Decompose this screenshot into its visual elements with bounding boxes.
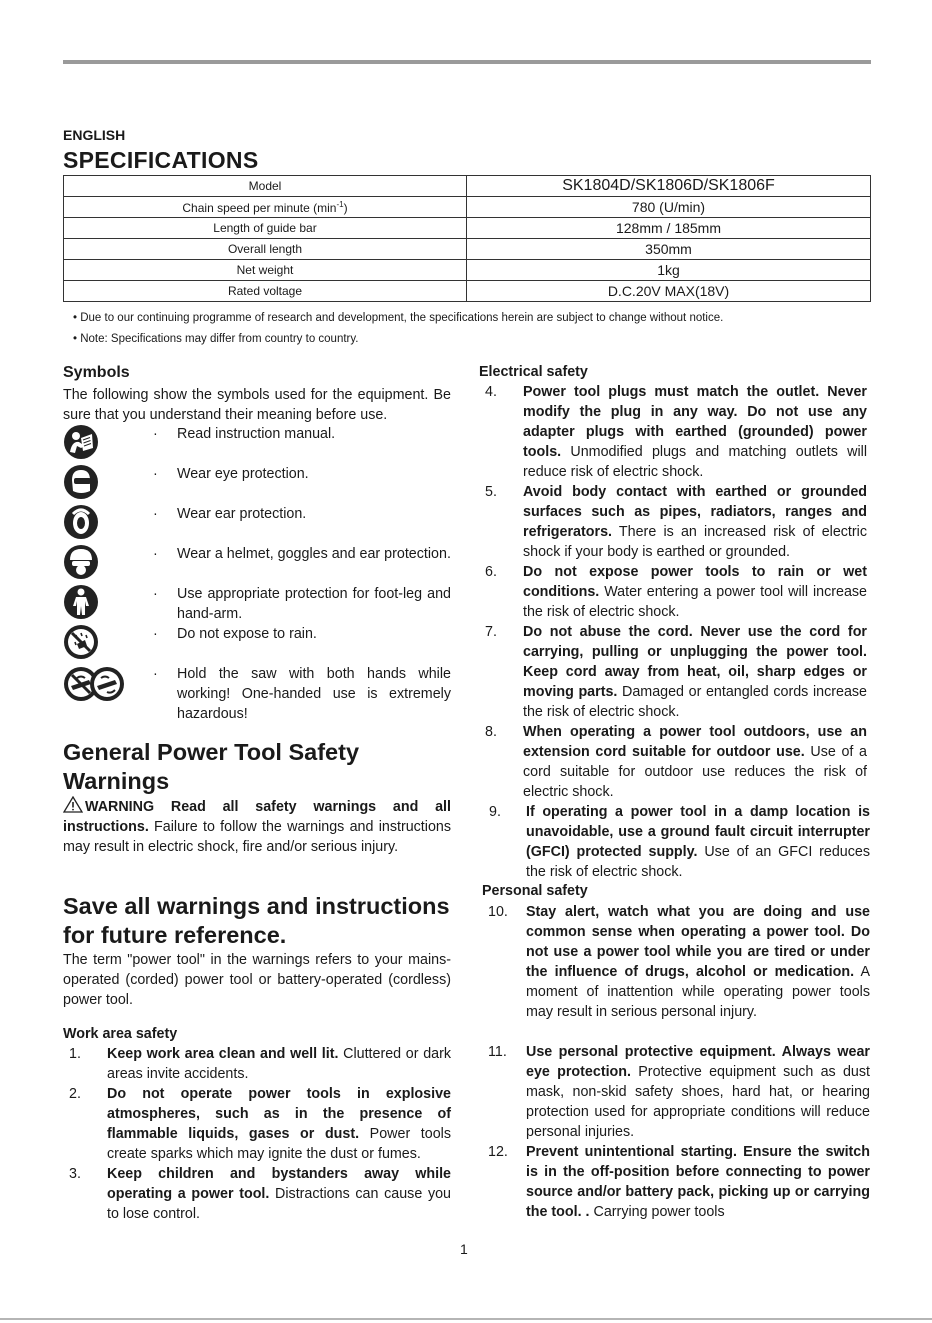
item-bold: If operating a power tool in a damp location is unavoidable, use a ground fault circuit interrupter (GFCI) protected supply. — [526, 804, 870, 860]
spec-label: Net weight — [64, 260, 467, 281]
list-item — [482, 802, 870, 882]
spec-value: 128mm / 185mm — [467, 218, 871, 239]
two-hands-icon — [63, 666, 125, 702]
item-text: Protective equipment such as dust mask, non-skid safety shoes, hard hat, or hearing protection used for appropriate conditions will reduce personal injuries. — [526, 1064, 870, 1140]
bullet: · — [153, 546, 158, 562]
item-number: 11. — [488, 1044, 507, 1060]
no-rain-icon — [63, 624, 99, 660]
spec-label: Model — [64, 176, 467, 197]
warning-triangle-icon — [63, 796, 83, 813]
item-bold: Avoid body contact with earthed or grounded surfaces such as pipes, radiators, ranges and refrigerators. — [523, 484, 867, 540]
list-item — [479, 382, 867, 482]
spec-value: D.C.20V MAX(18V) — [467, 281, 871, 302]
spec-label: Length of guide bar — [64, 218, 467, 239]
list-item — [479, 722, 867, 802]
page-number: 1 — [460, 1241, 468, 1257]
item-text: Carrying power tools — [589, 1204, 725, 1220]
save-instructions-title: Save all warnings and instructions for future reference. — [63, 893, 450, 948]
spec-label-end: ) — [343, 200, 348, 215]
list-item — [479, 622, 867, 722]
spec-note: • Note: Specifications may differ from country to country. — [73, 333, 359, 345]
general-safety-title: General Power Tool Safety Warnings — [63, 739, 360, 794]
item-bold: Keep work area clean and well lit. — [107, 1046, 339, 1062]
item-number: 5. — [485, 484, 497, 500]
symbol-item — [153, 584, 451, 624]
item-bold: Keep children and bystanders away while operating a power tool. — [107, 1166, 451, 1202]
language-label: ENGLISH — [63, 127, 126, 143]
item-number: 3. — [69, 1166, 81, 1182]
bullet: · — [153, 506, 158, 522]
general-warning — [63, 796, 451, 857]
bullet: · — [153, 426, 158, 442]
item-bold: Stay alert, watch what you are doing and use common sense when operating a power tool. Do not use a power tool while you are tired or under the influence of drugs, alcohol or medication. — [526, 904, 870, 980]
read-manual-icon — [63, 424, 99, 460]
item-number: 10. — [488, 904, 508, 920]
symbol-text: Do not expose to rain. — [177, 626, 317, 642]
item-bold: Do not expose power tools to rain or wet conditions. — [523, 564, 867, 600]
item-bold: Prevent unintentional starting. Ensure the switch is in the off-position before connecting to power source and/or battery pack, picking up or carrying the tool. . — [526, 1144, 870, 1220]
foot-leg-hand-protection-icon — [63, 584, 99, 620]
table-row — [64, 197, 871, 218]
symbols-title — [63, 363, 451, 383]
footer-rule — [0, 1318, 932, 1320]
table-row — [64, 218, 871, 239]
spec-value: 780 (U/min) — [467, 197, 871, 218]
list-item — [482, 902, 870, 1022]
item-number: 8. — [485, 724, 497, 740]
item-text: Cluttered or dark areas invite accidents. — [107, 1046, 452, 1082]
item-bold: When operating a power tool outdoors, use an extension cord suitable for outdoor use. — [523, 724, 867, 760]
symbol-item — [153, 504, 451, 524]
table-row — [64, 239, 871, 260]
bullet: · — [153, 586, 158, 602]
symbol-item — [153, 424, 451, 444]
specifications-title: SPECIFICATIONS — [63, 147, 259, 173]
item-text: Power tools create sparks which may ignite the dust or fumes. — [107, 1126, 451, 1162]
helmet-goggles-ear-icon — [63, 544, 99, 580]
warning-bold-text: WARNING Read all safety warnings and all instructions. — [63, 799, 451, 835]
item-text: There is an increased risk of electric shock if your body is earthed or grounded. — [523, 524, 867, 560]
item-number: 7. — [485, 624, 497, 640]
symbol-item — [153, 624, 451, 644]
specifications-table — [63, 175, 871, 302]
table-row — [64, 176, 871, 197]
table-row — [64, 281, 871, 302]
spec-note: • Due to our continuing programme of research and development, the specifications herein are subject to change without notice. — [73, 312, 724, 324]
symbol-text: Hold the saw with both hands while working! One-handed use is extremely hazardous! — [177, 666, 451, 722]
item-bold: Do not abuse the cord. Never use the cord for carrying, pulling or unplugging the power tool. Keep cord away from heat, oil, sharp edges or moving parts. — [523, 624, 867, 700]
spec-label-sup: -1 — [336, 199, 344, 209]
bullet: · — [153, 626, 158, 642]
item-number: 2. — [69, 1086, 81, 1102]
item-number: 6. — [485, 564, 497, 580]
symbol-item — [153, 544, 451, 564]
spec-label-text: Chain speed per minute (min — [182, 200, 337, 215]
ear-protection-icon — [63, 504, 99, 540]
spec-value: 1kg — [467, 260, 871, 281]
bullet: · — [153, 466, 158, 482]
bullet: · — [153, 666, 158, 682]
eye-protection-icon — [63, 464, 99, 500]
list-item — [479, 482, 867, 562]
symbol-text: Wear ear protection. — [177, 506, 307, 522]
personal-safety-title: Personal safety — [482, 883, 588, 899]
symbol-text: Use appropriate protection for foot-leg and hand-arm. — [177, 586, 451, 622]
power-tool-definition: The term "power tool" in the warnings refers to your mains-operated (corded) power tool or battery-operated (cordless) power tool. — [63, 952, 451, 1008]
item-text: Damaged or entangled cords increase the risk of electric shock. — [523, 684, 867, 720]
symbol-text: Wear eye protection. — [177, 466, 309, 482]
table-row — [64, 260, 871, 281]
item-text: Unmodified plugs and matching outlets will reduce risk of electric shock. — [523, 444, 867, 480]
symbol-text: Read instruction manual. — [177, 426, 336, 442]
item-text: A moment of inattention while operating power tools may result in serious personal injury. — [526, 964, 870, 1020]
item-text: Water entering a power tool will increase the risk of electric shock. — [523, 584, 867, 620]
item-bold: Do not operate power tools in explosive atmospheres, such as in the presence of flammable liquids, gases or dust. — [107, 1086, 451, 1142]
symbol-item — [153, 464, 451, 484]
spec-label: Overall length — [64, 239, 467, 260]
work-area-title: Work area safety — [63, 1026, 178, 1042]
spec-value: SK1804D/SK1806D/SK1806F — [467, 176, 871, 197]
symbols-heading: Symbols — [63, 364, 130, 381]
list-item — [482, 1042, 870, 1142]
item-number: 1. — [69, 1046, 81, 1062]
item-bold: Power tool plugs must match the outlet. Never modify the plug in any way. Do not use any adapter plugs with earthed (grounded) power tools. — [523, 384, 867, 460]
warning-text: Failure to follow the warnings and instructions may result in electric shock, fire and/or serious injury. — [63, 819, 451, 855]
spec-label — [64, 197, 467, 218]
list-item — [63, 1084, 451, 1164]
item-text: Use of an GFCI reduces the risk of electric shock. — [526, 844, 870, 880]
list-item — [479, 562, 867, 622]
symbol-text: Wear a helmet, goggles and ear protection. — [177, 546, 451, 562]
spec-value: 350mm — [467, 239, 871, 260]
list-item — [63, 1164, 451, 1224]
symbols-intro: The following show the symbols used for the equipment. Be sure that you understand their meaning before use. — [63, 387, 451, 423]
item-number: 12. — [488, 1144, 508, 1160]
symbol-item — [153, 664, 451, 724]
item-text: Use of a cord suitable for outdoor use reduces the risk of electric shock. — [523, 744, 868, 800]
item-bold: Use personal protective equipment. Always wear eye protection. — [526, 1044, 870, 1080]
item-number: 4. — [485, 384, 497, 400]
list-item — [63, 1044, 451, 1084]
item-number: 9. — [489, 804, 501, 820]
item-text: Distractions can cause you to lose control. — [107, 1186, 451, 1222]
header-rule — [63, 60, 871, 64]
electrical-safety-title: Electrical safety — [479, 364, 588, 380]
spec-label: Rated voltage — [64, 281, 467, 302]
list-item — [482, 1142, 870, 1222]
